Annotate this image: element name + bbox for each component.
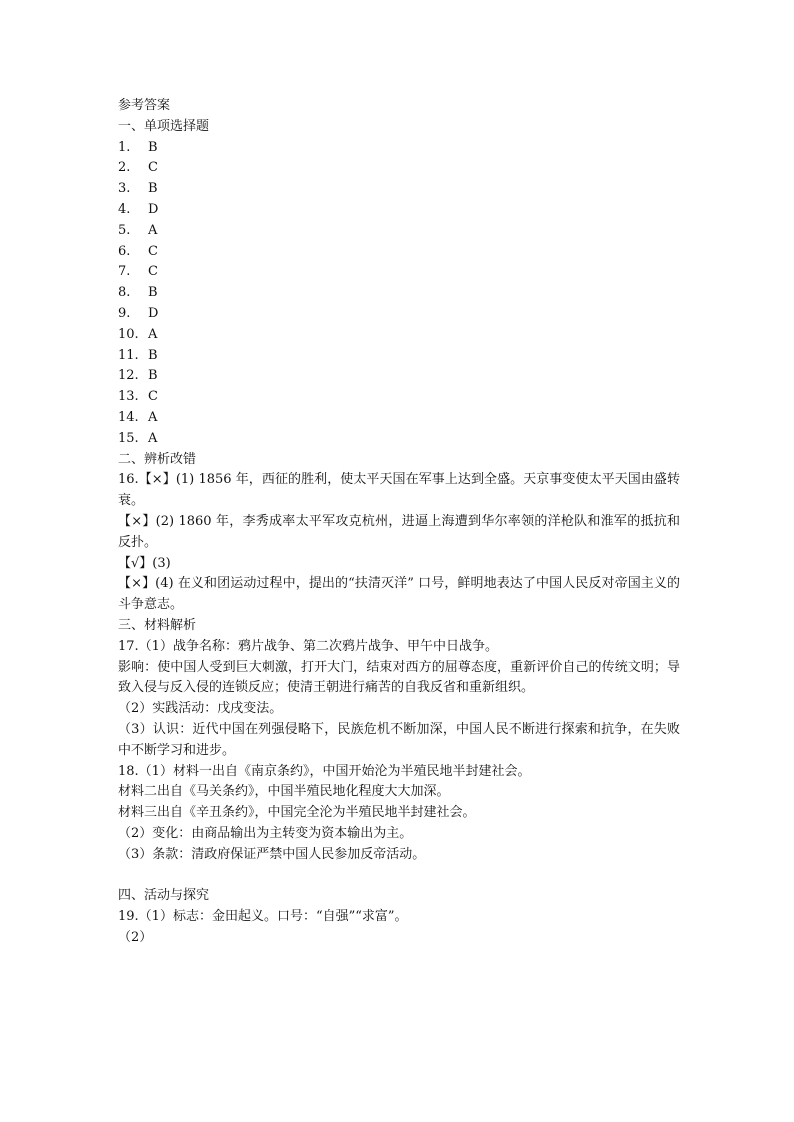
question-number: 9. — [118, 305, 131, 321]
answer-letter: D — [148, 201, 159, 217]
answer-letter: B — [148, 139, 158, 155]
paragraph: 【√】(3) — [118, 555, 171, 571]
answer-letter: B — [148, 181, 158, 197]
section-heading-material-analysis: 三、材料解析 — [118, 617, 197, 633]
question-number: 3. — [118, 181, 131, 197]
answer-letter: A — [148, 326, 158, 342]
list-item — [118, 200, 680, 221]
paragraph: （2）变化：由商品输出为主转变为资本输出为主。 — [118, 825, 413, 841]
paragraph: 19.（1）标志：金田起义。口号：“自强”“求富”。 — [118, 909, 408, 925]
answer-letter: C — [148, 389, 158, 405]
list-item — [118, 262, 680, 283]
paragraph: （3）条款：清政府保证严禁中国人民参加反帝活动。 — [118, 846, 426, 862]
list-item — [118, 304, 680, 325]
list-item — [118, 221, 680, 242]
paragraph: （2）实践活动：戊戌变法。 — [118, 701, 283, 717]
question-number: 8. — [118, 285, 131, 301]
answer-letter: C — [148, 160, 158, 176]
document-title: 参考答案 — [118, 98, 171, 113]
question-number: 11. — [118, 347, 139, 363]
paragraph: （3）认识：近代中国在列强侵略下，民族危机不断加深，中国人民不断进行探索和抗争，在失败中不断学习和进步。 — [118, 721, 680, 758]
answer-letter: A — [148, 430, 158, 446]
answer-letter: A — [148, 409, 158, 425]
section-heading-multiple-choice: 一、单项选择题 — [118, 118, 210, 134]
paragraph: 17.（1）战争名称：鸦片战争、第二次鸦片战争、甲午中日战争。 — [118, 638, 498, 654]
answer-letter: C — [148, 264, 158, 280]
question-number: 7. — [118, 264, 131, 280]
list-item — [118, 387, 680, 408]
paragraph: 材料二出自《马关条约》，中国半殖民地化程度大大加深。 — [118, 784, 450, 800]
paragraph: 18.（1）材料一出自《南京条约》，中国开始沦为半殖民地半封建社会。 — [118, 763, 531, 779]
paragraph: 【×】(4) 在义和团运动过程中，提出的“扶清灭洋” 口号，鲜明地表达了中国人民反对帝国主义的斗争意志。 — [118, 576, 680, 613]
question-number: 15. — [118, 430, 139, 446]
question-number: 6. — [118, 243, 131, 259]
answer-letter: B — [148, 285, 158, 301]
paragraph: 【×】(2) 1860 年，李秀成率太平军攻克杭州，进逼上海遭到华尔率领的洋枪队和淮军的抵抗和反扑。 — [118, 513, 680, 550]
list-item — [118, 158, 680, 179]
list-item — [118, 366, 680, 387]
question-number: 10. — [118, 326, 139, 342]
question-number: 14. — [118, 409, 139, 425]
list-item — [118, 408, 680, 429]
multiple-choice-answers — [118, 138, 680, 450]
list-item — [118, 138, 680, 159]
answer-letter: A — [148, 222, 158, 238]
list-item — [118, 283, 680, 304]
list-item — [118, 242, 680, 263]
paragraph: 影响：使中国人受到巨大刺激，打开大门，结束对西方的屈尊态度，重新评价自己的传统文明；导致入侵与反入侵的连锁反应；使清王朝进行痛苦的自我反省和重新组织。 — [118, 659, 680, 696]
spacer — [118, 865, 680, 886]
paragraph: 材料三出自《辛丑条约》，中国完全沦为半殖民地半封建社会。 — [118, 805, 476, 821]
question-number: 1. — [118, 139, 131, 155]
list-item — [118, 179, 680, 200]
list-item — [118, 325, 680, 346]
answer-letter: B — [148, 368, 158, 384]
paragraph: （2） — [118, 929, 153, 945]
question-number: 5. — [118, 222, 131, 238]
answer-letter: D — [148, 305, 159, 321]
answer-document — [118, 96, 680, 949]
question-number: 2. — [118, 160, 131, 176]
question-number: 13. — [118, 389, 139, 405]
question-number: 4. — [118, 201, 131, 217]
list-item — [118, 346, 680, 367]
answer-letter: B — [148, 347, 158, 363]
list-item — [118, 429, 680, 450]
section-heading-activity: 四、活动与探究 — [118, 888, 210, 904]
paragraph: 16.【×】(1) 1856 年，西征的胜利，使太平天国在军事上达到全盛。天京事变使太平天国由盛转衰。 — [118, 472, 680, 509]
question-number: 12. — [118, 368, 139, 384]
section-heading-correction: 二、辨析改错 — [118, 451, 197, 467]
answer-letter: C — [148, 243, 158, 259]
